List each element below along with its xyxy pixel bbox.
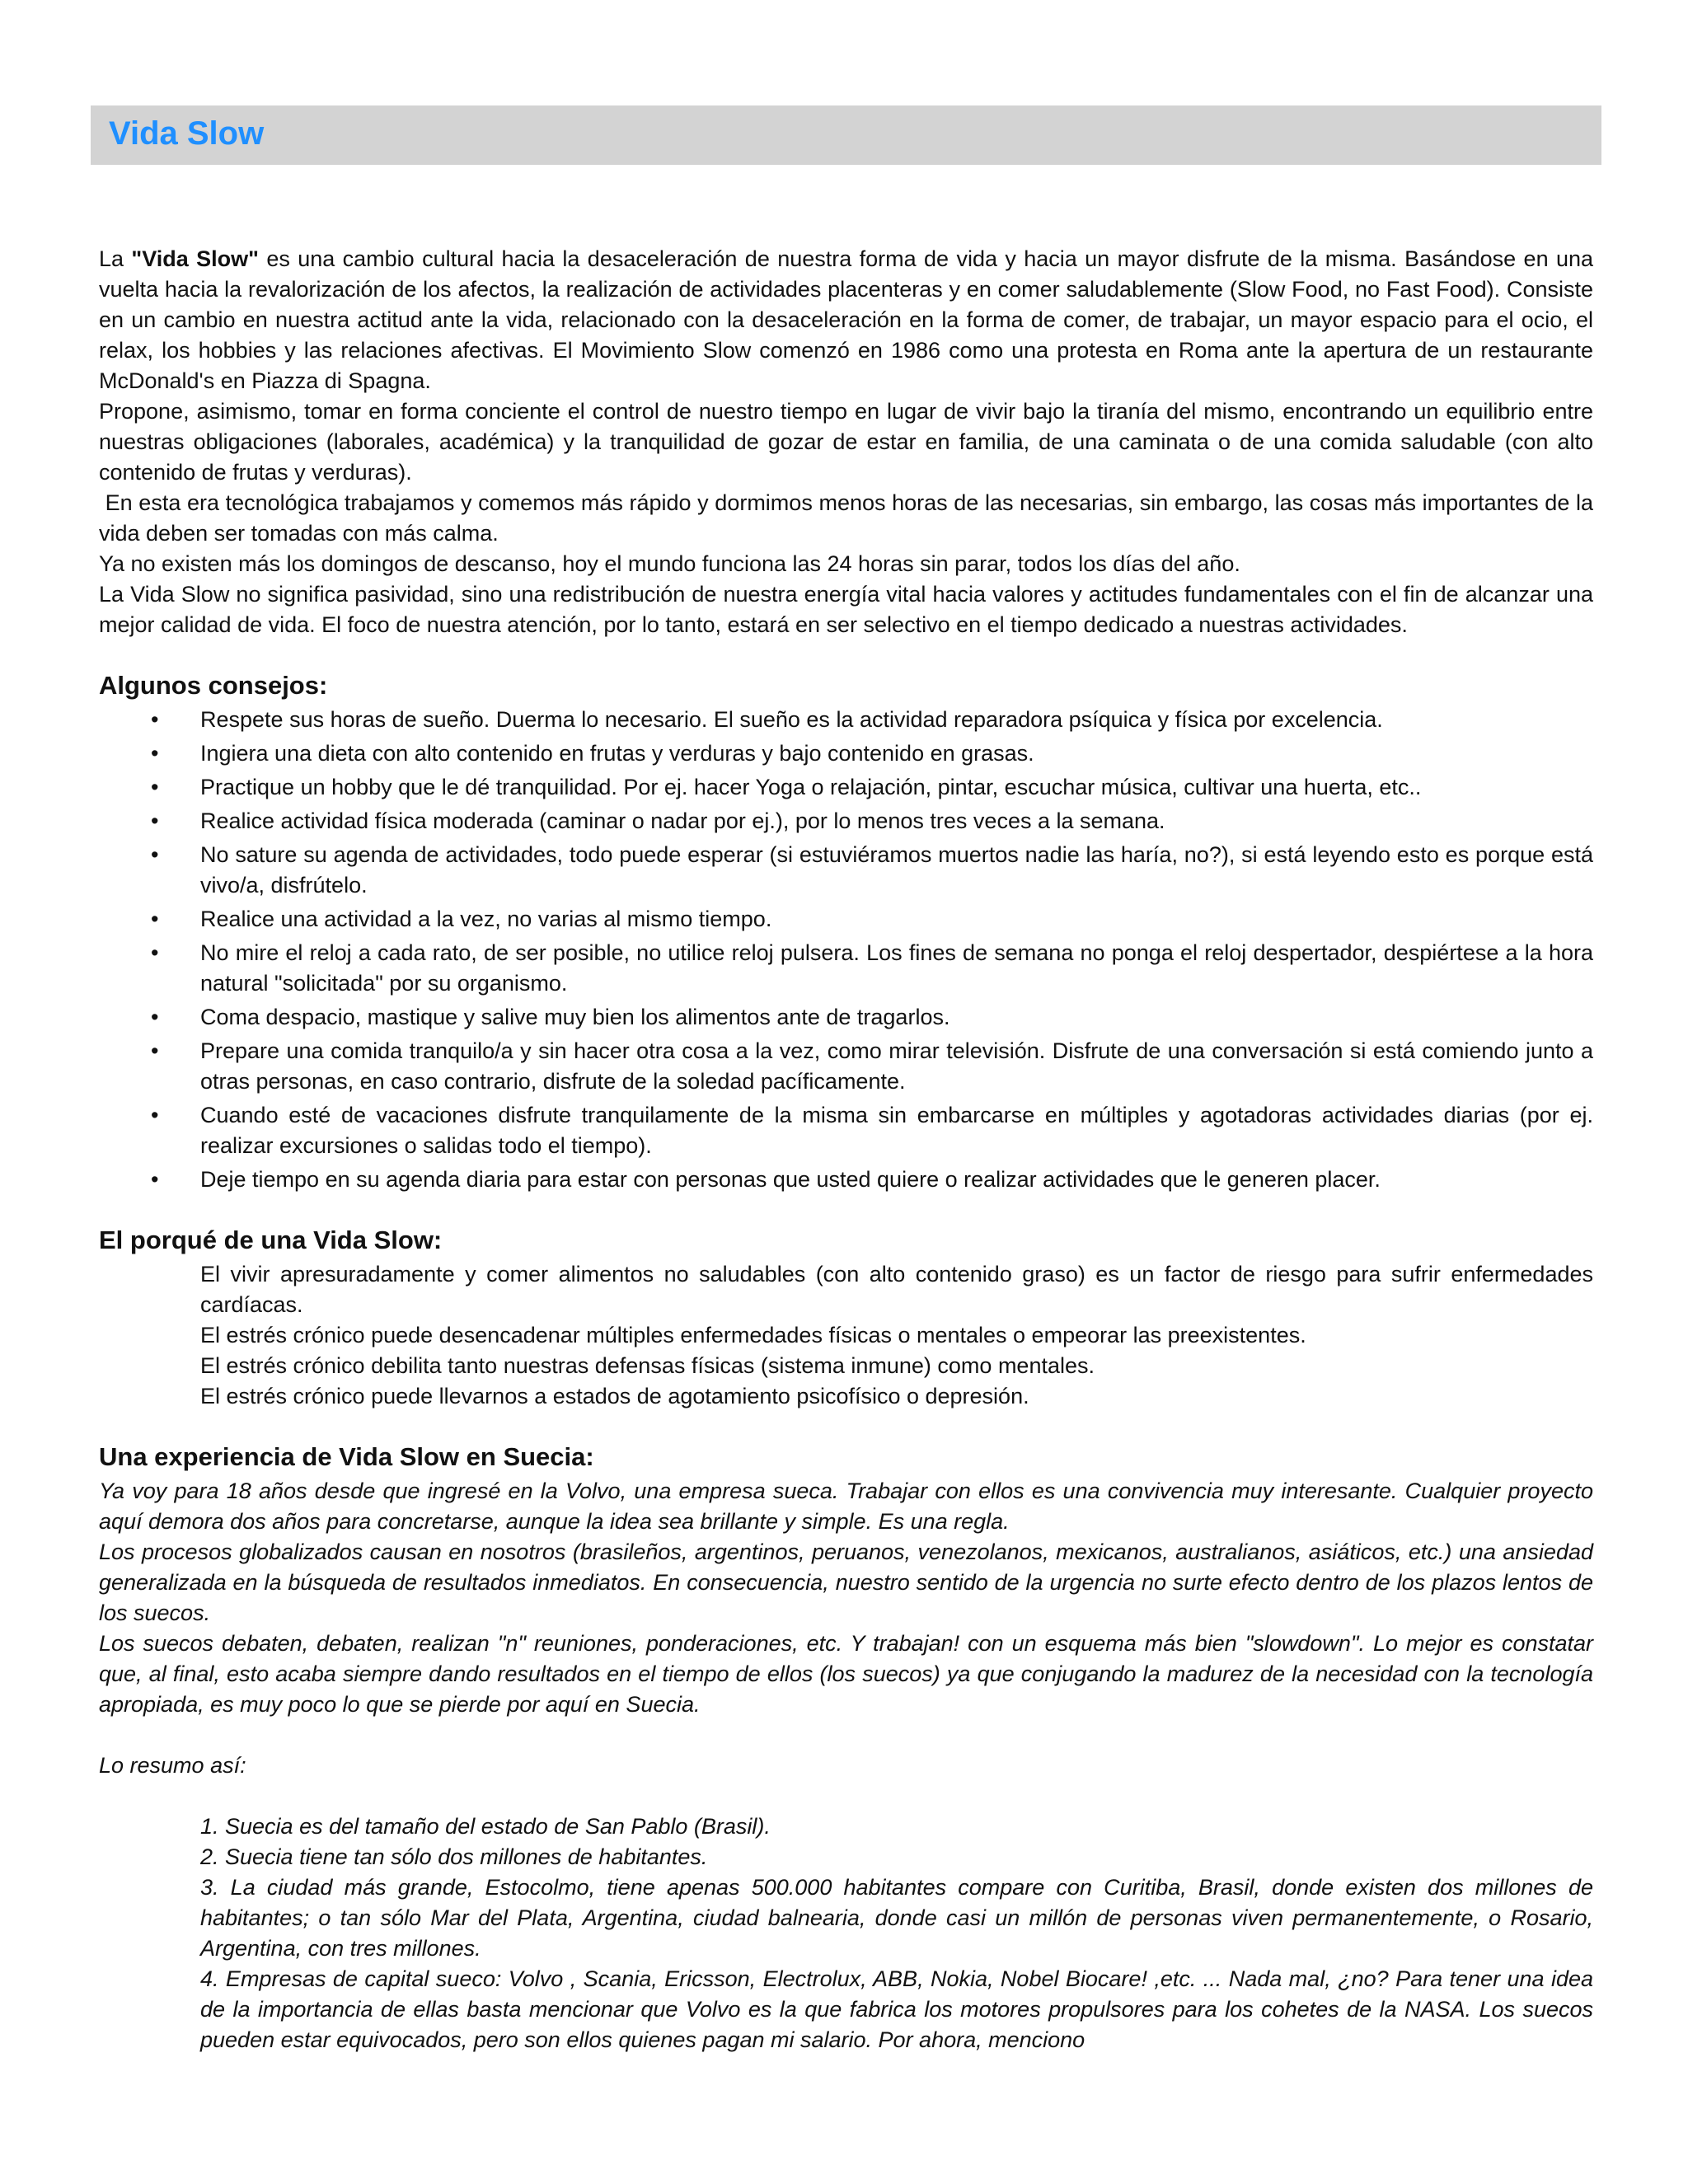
list-item: • Respete sus horas de sueño. Duerma lo necesario. El sueño es la actividad reparadora psíquica y física por excelencia. (200, 705, 1593, 735)
list-item: • No mire el reloj a cada rato, de ser posible, no utilice reloj pulsera. Los fines de semana no ponga el reloj despertador, despiértese a la hora natural "solicitada" por su organismo. (200, 938, 1593, 999)
summary-label: Lo resumo así: (99, 1753, 246, 1778)
title-bar (91, 105, 1601, 165)
list-item: • Prepare una comida tranquilo/a y sin hacer otra cosa a la vez, como mirar televisión. Disfrute de una conversación si está comiendo junto a otras personas, en caso contrario, disfrute de la soledad pacíficamente. (200, 1036, 1593, 1097)
list-item: • Deje tiempo en su agenda diaria para estar con personas que usted quiere o realizar actividades que le generen placer. (200, 1165, 1593, 1195)
tips-heading: Algunos consejos: (99, 671, 328, 700)
paragraph: Ya voy para 18 años desde que ingresé en la Volvo, una empresa sueca. Trabajar con ellos es una convivencia muy interesante. Cualquier proyecto aquí demora dos años para concretarse, aunque la idea sea brillante y simple. Es una regla. (99, 1479, 1593, 1534)
why-list (99, 1259, 1593, 1412)
list-item: El estrés crónico puede desencadenar múltiples enfermedades físicas o mentales o empeorar las preexistentes. (200, 1323, 1306, 1347)
sweden-section (99, 1476, 1593, 2055)
intro-bold-term: "Vida Slow" (131, 246, 259, 271)
page-title: Vida Slow (109, 115, 265, 152)
why-heading: El porqué de una Vida Slow: (99, 1226, 443, 1254)
tips-list (99, 705, 1593, 1195)
spacer (99, 1720, 1593, 1750)
list-item: • Realice actividad física moderada (caminar o nadar por ej.), por lo menos tres veces a la semana. (200, 806, 1593, 837)
list-item: • Coma despacio, mastique y salive muy bien los alimentos ante de tragarlos. (200, 1002, 1593, 1033)
sweden-heading: Una experiencia de Vida Slow en Suecia: (99, 1442, 594, 1471)
list-item: 4. Empresas de capital sueco: Volvo , Scania, Ericsson, Electrolux, ABB, Nokia, Nobel Biocare! ,etc. ... Nada mal, ¿no? Para tener una idea de la importancia de ellas basta mencionar que Volvo es la que fabrica los motores propulsores para los cohetes de la NASA. Los suecos pueden estar equivocados, pero son ellos quienes pagan mi salario. Por ahora, menciono (200, 1966, 1593, 2052)
list-item: El vivir apresuradamente y comer alimentos no saludables (con alto contenido graso) es un factor de riesgo para sufrir enfermedades cardíacas. (200, 1262, 1593, 1317)
list-item: • Practique un hobby que le dé tranquilidad. Por ej. hacer Yoga o relajación, pintar, escuchar música, cultivar una huerta, etc.. (200, 772, 1593, 803)
paragraph: Los procesos globalizados causan en nosotros (brasileños, argentinos, peruanos, venezolanos, mexicanos, australianos, asiáticos, etc.) una ansiedad generalizada en la búsqueda de resultados inmediatos. En consecuencia, nuestro sentido de la urgencia no surte efecto dentro de los plazos lentos de los suecos. (99, 1540, 1593, 1625)
list-item: • Ingiera una dieta con alto contenido en frutas y verduras y bajo contenido en grasas. (200, 738, 1593, 769)
list-item: El estrés crónico puede llevarnos a estados de agotamiento psicofísico o depresión. (200, 1384, 1029, 1408)
intro-paragraph (99, 244, 1593, 396)
document-body (99, 244, 1600, 2055)
intro-prefix: La (99, 246, 132, 271)
list-item: • Realice una actividad a la vez, no varias al mismo tiempo. (200, 904, 1593, 935)
spacer (99, 1781, 1593, 1811)
paragraph: Propone, asimismo, tomar en forma conciente el control de nuestro tiempo en lugar de vivir bajo la tiranía del mismo, encontrando un equilibrio entre nuestras obligaciones (laborales, académica) y la tranquilidad de gozar de estar en familia, de una caminata o de una comida saludable (con alto contenido de frutas y verduras). (99, 399, 1593, 485)
paragraph: La Vida Slow no significa pasividad, sino una redistribución de nuestra energía vital hacia valores y actitudes fundamentales con el fin de alcanzar una mejor calidad de vida. El foco de nuestra atención, por lo tanto, estará en ser selectivo en el tiempo dedicado a nuestras actividades. (99, 582, 1593, 637)
list-item: 1. Suecia es del tamaño del estado de San Pablo (Brasil). (200, 1814, 771, 1839)
list-item: • No sature su agenda de actividades, todo puede esperar (si estuviéramos muertos nadie las haría, no?), si está leyendo esto es porque está vivo/a, disfrútelo. (200, 840, 1593, 901)
paragraph: En esta era tecnológica trabajamos y comemos más rápido y dormimos menos horas de las necesarias, sin embargo, las cosas más importantes de la vida deben ser tomadas con más calma. (99, 490, 1600, 546)
list-item: 3. La ciudad más grande, Estocolmo, tiene apenas 500.000 habitantes compare con Curitiba, Brasil, donde existen dos millones de habitantes; o tan sólo Mar del Plata, Argentina, ciudad balnearia, donde casi un millón de personas viven permanentemente, o Rosario, Argentina, con tres millones. (200, 1875, 1593, 1961)
list-item: 2. Suecia tiene tan sólo dos millones de habitantes. (200, 1844, 708, 1869)
list-item: • Cuando esté de vacaciones disfrute tranquilamente de la misma sin embarcarse en múltiples y agotadoras actividades diarias (por ej. realizar excursiones o salidas todo el tiempo). (200, 1100, 1593, 1161)
paragraph: Ya no existen más los domingos de descanso, hoy el mundo funciona las 24 horas sin parar, todos los días del año. (99, 551, 1240, 576)
intro-text: es una cambio cultural hacia la desaceleración de nuestra forma de vida y hacia un mayor disfrute de la misma. Basándose en una vuelta hacia la revalorización de los afectos, la realización de actividades placenteras y en comer saludablemente (Slow Food, no Fast Food). Consiste en un cambio en nuestra actitud ante la vida, relacionado con la desaceleración en la forma de comer, de trabajar, un mayor espacio para el ocio, el relax, los hobbies y las relaciones afectivas. El Movimiento Slow comenzó en 1986 como una protesta en Roma ante la apertura de un restaurante McDonald's en Piazza di Spagna. (99, 246, 1594, 393)
summary-points (99, 1811, 1593, 2055)
list-item: El estrés crónico debilita tanto nuestras defensas físicas (sistema inmune) como mentales. (200, 1353, 1095, 1378)
paragraph: Los suecos debaten, debaten, realizan "n" reuniones, ponderaciones, etc. Y trabajan! con un esquema más bien "slowdown". Lo mejor es constatar que, al final, esto acaba siempre dando resultados en el tiempo de ellos (los suecos) ya que conjugando la madurez de la necesidad con la tecnología apropiada, es muy poco lo que se pierde por aquí en Suecia. (99, 1631, 1593, 1717)
